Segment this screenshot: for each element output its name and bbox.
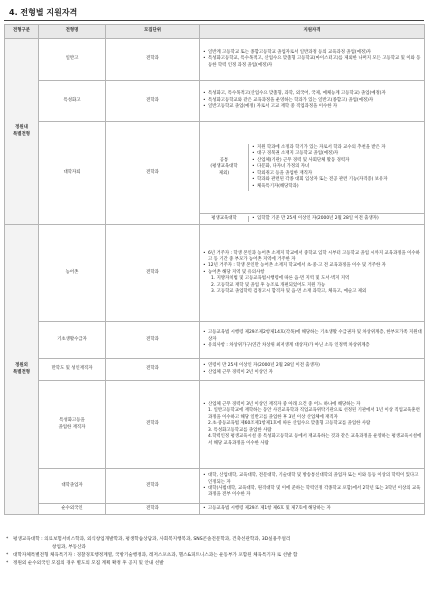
type-name: 특성화고	[39, 81, 106, 122]
list-item: • 특성화고, 특수목적고(산업수요 맞춤형, 과학, 외국어, 국제, 예체능계 고등학교) 졸업(예정)자	[202, 91, 422, 97]
list-item: • 학과와 관련된 각종 대회 입상자 또는 전공 관련 기능(자격증) 보유자	[251, 177, 422, 183]
qualification-cell	[200, 359, 425, 381]
inner-table	[200, 144, 424, 191]
list-subitem: 1. 지방자치법 및 고등교육법시행령에 따른 읍·면 지역 및 도서·벽지 지역	[211, 276, 350, 282]
table-row	[5, 81, 425, 122]
qualification-cell	[200, 122, 425, 214]
qualification-cell	[200, 322, 425, 359]
table-row	[5, 322, 425, 359]
unit-name: 전학과	[106, 381, 200, 469]
list-item: • 대구 경북권 소재지 고등학교 졸업(예정)자	[251, 151, 422, 157]
footnote: * 평생교육대학 : 의료보험서비스학과, 외식창업개발학과, 평생학습상담과, 사회복지행복과, SNS콘솔전문학과, 건축선관학과, 3D실용주얼리	[6, 536, 422, 544]
table-row	[5, 225, 425, 322]
list-item: • 산업체(기관) 근무 경력 및 사회단체 활동 경력자	[251, 158, 422, 164]
qualification-cell	[200, 381, 425, 469]
header-type: 전형명	[39, 25, 106, 39]
list-item: • 산업체 근무 경력이 2년 이상인 자	[202, 370, 422, 376]
qualification-cell	[200, 81, 425, 122]
table-row	[5, 381, 425, 469]
list-item: • 산업체 근무 경력이 3년 이상인 재직자 중 아래 요건 중 어느 하나에 해당하는 자	[202, 402, 422, 408]
list-item: • 대학(사범대학, 교육대학, 원격대학 및 이에 준하는 학력인정 각종학교 포함)에서 2학년 또는 3학년 이상의 교육과정을 전부 이수한 자	[202, 486, 422, 499]
list-item: • 특성화고등학교와 같은 교육과정을 운영하는 학과가 있는 일반고(종합고) 졸업(예정)자	[202, 98, 422, 104]
list-item: • 고등교육법 시행령 제29조 제1항 제6호 및 제7호에 해당하는 자	[202, 506, 422, 512]
type-name: 대학졸업자	[39, 469, 106, 504]
table-row	[5, 39, 425, 81]
type-name: 순수외국인	[39, 504, 106, 515]
list-item: • 농어촌 해당 지역 및 유의사항	[202, 270, 422, 276]
type-name: 특성화고등을 졸업한 재직자	[39, 381, 106, 469]
table-row	[5, 359, 425, 381]
unit-name: 전학과	[106, 504, 200, 515]
qualification-cell	[200, 214, 425, 225]
qualification-cell	[200, 469, 425, 504]
list-item: • 일반계 고등학교 또는 종합고등학교 졸업자로서 일반과정 등의 교육과정 졸업(예정)자	[202, 50, 422, 56]
qualification-cell	[200, 504, 425, 515]
inner-table	[200, 216, 424, 222]
footnote-continued: 창업과, 부동산과	[52, 545, 86, 550]
table-header-row	[5, 25, 425, 39]
list-item: • 고등교육법 시행령 제29조제2항제14호(각목)에 해당하는 기초생활 수급권자 및 차상위계층, 한부모가족 지원대상자	[202, 330, 422, 343]
unit-name: 전학과	[106, 81, 200, 122]
list-subitem: 1. 일반고등학교에 재학하는 동안 사진교육학과 직업교육위탁기관으로 선정된 기관에서 1년 이상 직업교육훈련과정을 이수하고 해당 일반고를 졸업한 후 3년 이상 산업체에 재직자	[208, 408, 420, 420]
type-name: 만학도 및 성인재직자	[39, 359, 106, 381]
list-item: • 체육특기자(해당학과)	[251, 184, 422, 190]
list-subitem: 2.초·중등교육법 제60조제1항제1호에 따른 산업수요 맞춤형 고등학교를 졸업한 사람	[208, 421, 371, 427]
list-item: • 6년 거주자 : 학생 본인과 농어촌 소재지 학교에서 중학교 입학 시부터 고등학교 졸업 시까지 교육과정을 이수하고 동 기간 중 부모가 농어촌 지역에 거주한 자	[202, 251, 422, 264]
list-item: • 특성화고등학교, 특수목적고, 산업수요 맞춤형 고등학교(마이스터고)를 제외한 나머지 모든 고등학교 및 이와 동등한 학력 인정 과정 졸업(예정)자	[202, 56, 422, 69]
type-name: 농어촌	[39, 225, 106, 322]
header-track: 전형구분	[5, 25, 39, 39]
inner-label: 평생교육대학	[200, 216, 249, 222]
table-row	[5, 504, 425, 515]
list-item: • 대학, 산업대학, 교육대학, 전문대학, 기술대학 및 방송통신대학의 졸업자 또는 이와 동등 이상의 학력이 있다고 인정되는 자	[202, 473, 422, 486]
qualification-table	[4, 24, 425, 515]
footnote: * 대학자체특별전형 체육특기자 : 경찰경호행정계열, 국방기술행정과, 레저스포츠과, 헬스&피트니스과는 운동부가 포함된 체육특기자 로 선발 함	[6, 552, 422, 560]
list-subitem: 3. 고등학교 졸업학력 검정고시 합격자 및 읍·면 소재 과학고, 체육고, 예술고 제외	[211, 289, 367, 295]
unit-name: 전학과	[106, 469, 200, 504]
footnote: * 정원외 순수외국인 모집의 경우 별도의 모집 계획 확정 후 공지 및 안내 선발	[6, 560, 422, 568]
list-item: • 연령이 만 25세 이상인 자(2000년 2월 28일 이전 출생자)	[202, 363, 422, 369]
type-name: 대학자퇴	[39, 122, 106, 225]
group-outside: 정원외 특별전형	[5, 225, 39, 515]
table-row	[5, 469, 425, 504]
title-divider	[4, 20, 424, 21]
header-unit: 모집단위	[106, 25, 200, 39]
qualification-cell	[200, 39, 425, 81]
unit-name: 전학과	[106, 359, 200, 381]
list-item: • 입학할 기준 만 25세 이상인 자(2000년 2월 28일 이전 출생자)	[251, 216, 422, 222]
unit-name: 전학과	[106, 122, 200, 225]
list-item: • 일반고등학교 졸업(예정) 자로서 고교 재학 중 직업과정을 이수한 자	[202, 104, 422, 110]
unit-name: 전학과	[106, 322, 200, 359]
header-qualification: 지원자격	[200, 25, 425, 39]
list-item: • 지원 학과에 소정과 학기가 있는 자로서 학과 교수의 추천을 받은 자	[251, 145, 422, 151]
list-item: • 다문화, 다자녀 가정의 자녀	[251, 164, 422, 170]
list-item: • 12년 거주자 : 학생 본인만 농어촌 소재지 학교에서 초·중·고 전 교육과정을 이수 및 거주한 자	[202, 263, 422, 269]
type-name: 일반고	[39, 39, 106, 81]
list-subitem: 3. 특성화고등학교를 졸업한 사람	[208, 427, 272, 433]
list-subitem: 2. 고등학교 재학 및 졸업 후 농조로 개편되었어도 지원 가능	[211, 282, 326, 288]
type-name: 기초생활수급자	[39, 322, 106, 359]
group-within: 정원내 특별전형	[5, 39, 39, 225]
list-subitem: 4.학력인정 평생교육시설 중 특성화고등학교 등에서 재교육하는 것과 같은 교육과정을 운영하는 평생교육시설에서 해당 교육과정을 이수한 사람	[208, 434, 422, 446]
list-item: • 학외취고 등을 졸업한 재직자	[251, 171, 422, 177]
table-row	[5, 122, 425, 214]
list-item: • 유의사항 : 차상위가구(연간 차상위 최저생계 대상자)가 아닌 소득 인정액 차상위계층	[202, 343, 422, 349]
unit-name: 전학과	[106, 39, 200, 81]
footnotes	[6, 536, 422, 568]
unit-name: 전학과	[106, 225, 200, 322]
qualification-cell	[200, 225, 425, 322]
section-title: 4. 전형별 지원자격	[9, 8, 78, 17]
inner-label: 공통 (평생교육대학 제외)	[200, 144, 249, 191]
